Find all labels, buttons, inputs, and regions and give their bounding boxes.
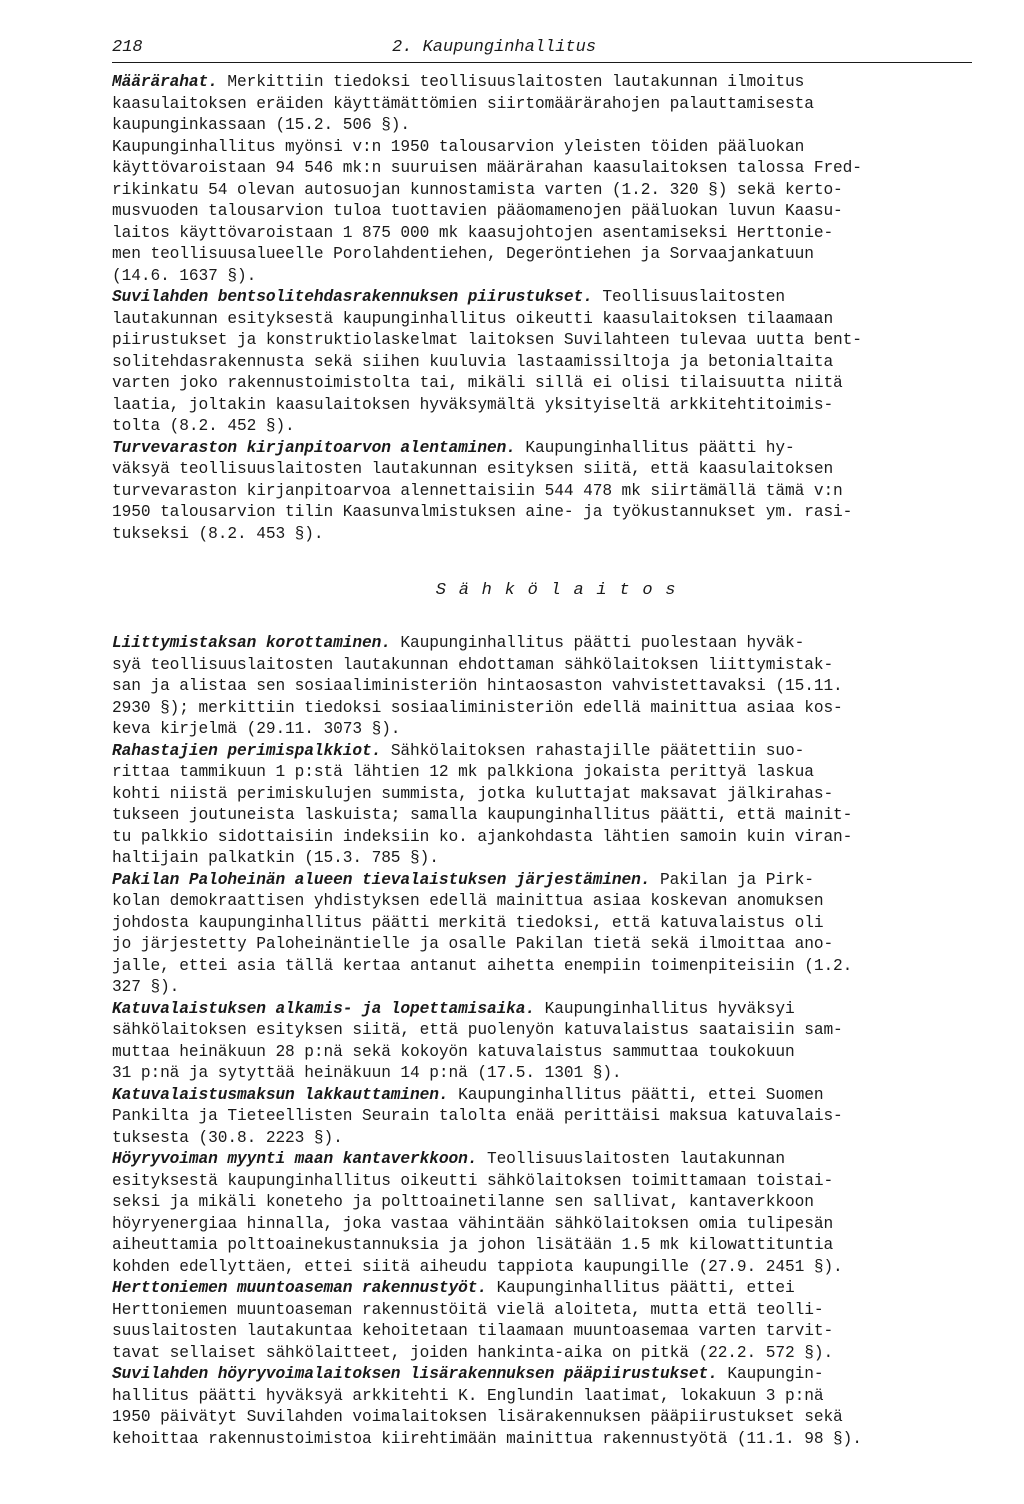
paragraph-text: Kaupungin- hallitus päätti hyväksyä arkkitehti K. Englundin laatimat, lokakuun 3 p:nä 1950 päivätyt Suvilahden voimalaitoksen lisärakennuksen pääpiirustukset sekä kehoittaa rakennustoimistoa kiirehtimään mainittua rakennustyötä (11.1. 98 §). [112, 1365, 862, 1448]
paragraph-katuvalaistusmaksu [112, 1085, 972, 1150]
paragraph-turvevarasto [112, 438, 972, 546]
document-page [112, 38, 972, 1450]
paragraph-text: Teollisuuslaitosten lautakunnan esityksestä kaupunginhallitus oikeutti kaasulaitoksen tilaamaan piirustukset ja konstruktiolaskelmat laitoksen Suvilahteen tulevaa uutta bent- solitehdasrakennusta sekä siihen kuuluvia lastaamissiltoja ja betonialtaita varten joko rakennustoimistolta tai, mikäli sillä ei olisi tilaisuutta niitä laatia, joltakin kaasulaitoksen hyväksymältä yksityiseltä arkkitehtitoimis- tolta (8.2. 452 §). [112, 288, 862, 435]
section-title: Sähkölaitos [435, 581, 689, 600]
paragraph-voimalaitos [112, 1364, 972, 1450]
paragraph-text: Pakilan ja Pirk- kolan demokraattisen yhdistyksen edellä mainittua asiaa koskevan anomuksen johdosta kaupunginhallitus päätti merkitä tiedoksi, että katuvalaistus oli jo järjestetty Paloheinäntielle ja osalle Pakilan tietä sekä ilmoittaa ano- jalle, ettei asia tällä kertaa antanut aihetta enempiin toimenpiteisiin (1.2. 327 §). [112, 870, 853, 996]
chapter-title: 2. Kaupunginhallitus [392, 38, 597, 57]
paragraph-heading: Katuvalaistusmaksun lakkauttaminen. [112, 1085, 449, 1104]
paragraph-text: Kaupunginhallitus päätti, ettei Herttoniemen muuntoaseman rakennustöitä vielä aloiteta, mutta että teolli- suuslaitosten lautakuntaa kehoitetaan tilaamaan muuntoasemaa varten tarvit- tavat sellaiset sähkölaitteet, joiden hankinta-aika on pitkä (22.2. 572 §). [112, 1279, 834, 1362]
paragraph-maararahat [112, 72, 972, 287]
paragraph-heading: Katuvalaistuksen alkamis- ja lopettamisaika. [112, 999, 536, 1018]
paragraph-text: Sähkölaitoksen rahastajille päätettiin suo- rittaa tammikuun 1 p:stä lähtien 12 mk palkkiona jokaista perittyä laskua kohti niistä perimiskulujen summista, jotka kuluttajat maksavat jälkirahas- tukseen joutuneista laskuista; samalla kaupunginhallitus päätti, että mainit- tu palkkio sidottaisiin indeksiin ko. ajankohdasta lähtien samoin kuin viran- haltijain palkatkin (15.3. 785 §). [112, 741, 853, 867]
paragraph-text: Merkittiin tiedoksi teollisuuslaitosten lautakunnan ilmoitus kaasulaitoksen eräiden käyttämättömien siirtomäärärahojen palauttamisesta kaupunginkassaan (15.2. 506 §). Kaupunginhallitus myönsi v:n 1950 talousarvion yleisten töiden pääluokan käyttövaroistaan 94 546 mk:n suuruisen määrärahan kaasulaitoksen talossa Fred- rikinkatu 54 olevan autosuojan kunnostamista varten (1.2. 320 §) sekä kerto- musvuoden talousarvion tuloa tuottavien pääomamenojen pääluokan luvun Kaasu- laitos käyttövaroistaan 1 875 000 mk kaasujohtojen asentamiseksi Herttonie- men teollisuusalueelle Porolahdentiehen, Degeröntiehen ja Sorvaajankatuun (14.6. 1637 §). [112, 73, 862, 285]
paragraph-rahastajat [112, 741, 972, 870]
page-number: 218 [112, 38, 143, 57]
page-header [112, 38, 972, 63]
paragraph-heading: Höyryvoiman myynti maan kantaverkkoon. [112, 1150, 478, 1168]
paragraph-text: Kaupunginhallitus hyväksyi sähkölaitoksen esityksen siitä, että puolenyön katuvalaistus saataisiin sam- muttaa heinäkuun 28 p:nä sekä kokoyön katuvalaistus sammuttaa toukokuun 31 p:nä ja sytyttää heinäkuun 14 p:nä (17.5. 1301 §). [112, 999, 843, 1082]
paragraph-bentsolitehdas [112, 287, 972, 438]
paragraph-liittymistaksa [112, 633, 972, 741]
paragraph-text: Kaupunginhallitus päätti hy- väksyä teollisuuslaitosten lautakunnan esityksen siitä, että kaasulaitoksen turvevaraston kirjanpitoarvoa alennettaisiin 544 478 mk siirtämällä tämä v:n 1950 talousarvion tilin Kaasunvalmistuksen aine- ja työkustannukset ym. rasi- tukseksi (8.2. 453 §). [112, 438, 853, 543]
paragraph-heading: Liittymistaksan korottaminen. [112, 634, 391, 652]
paragraph-heading: Herttoniemen muuntoaseman rakennustyöt. [112, 1279, 487, 1297]
paragraph-muuntoasema [112, 1278, 972, 1364]
paragraph-heading: Pakilan Paloheinän alueen tievalaistuksen järjestäminen. [112, 870, 651, 889]
paragraph-text: Teollisuuslaitosten lautakunnan esityksestä kaupunginhallitus oikeutti sähkölaitoksen toimittamaan toistai- seksi ja mikäli koneteho ja polttoainetilanne sen sallivat, kantaverkkoon höyryenergiaa hinnalla, joka vastaa vähintään sähkölaitoksen omia tulipesän aiheuttamia polttoainekustannuksia ja johon lisätään 1.5 mk kilowattituntia kohden edellyttäen, ettei siitä aiheudu tappiota kaupungille (27.9. 2451 §). [112, 1150, 843, 1276]
paragraph-hoyryvoima [112, 1149, 972, 1278]
paragraph-heading: Määrärahat. [112, 73, 218, 91]
paragraph-paloheina [112, 870, 972, 999]
paragraph-text: Kaupunginhallitus päätti, ettei Suomen Pankilta ja Tieteellisten Seurain talolta enää perittäisi maksua katuvalais- tuksesta (30.8. 2223 §). [112, 1085, 843, 1147]
paragraph-heading: Suvilahden bentsolitehdasrakennuksen piirustukset. [112, 288, 593, 306]
paragraph-katuvalaistus-aika [112, 999, 972, 1085]
paragraph-heading: Suvilahden höyryvoimalaitoksen lisärakennuksen pääpiirustukset. [112, 1365, 718, 1383]
paragraph-heading: Rahastajien perimispalkkiot. [112, 741, 382, 760]
paragraph-heading: Turvevaraston kirjanpitoarvon alentaminen. [112, 438, 516, 457]
paragraph-text: Kaupunginhallitus päätti puolestaan hyväk- syä teollisuuslaitosten lautakunnan ehdottaman sähkölaitoksen liittymistak- san ja alistaa sen sosiaaliministeriön hintaosaston vahvistettavaksi (15.11. 2930 §); merkittiin tiedoksi sosiaaliministeriön edellä mainittua asiaa kos- keva kirjelmä (29.11. 3073 §). [112, 634, 843, 738]
